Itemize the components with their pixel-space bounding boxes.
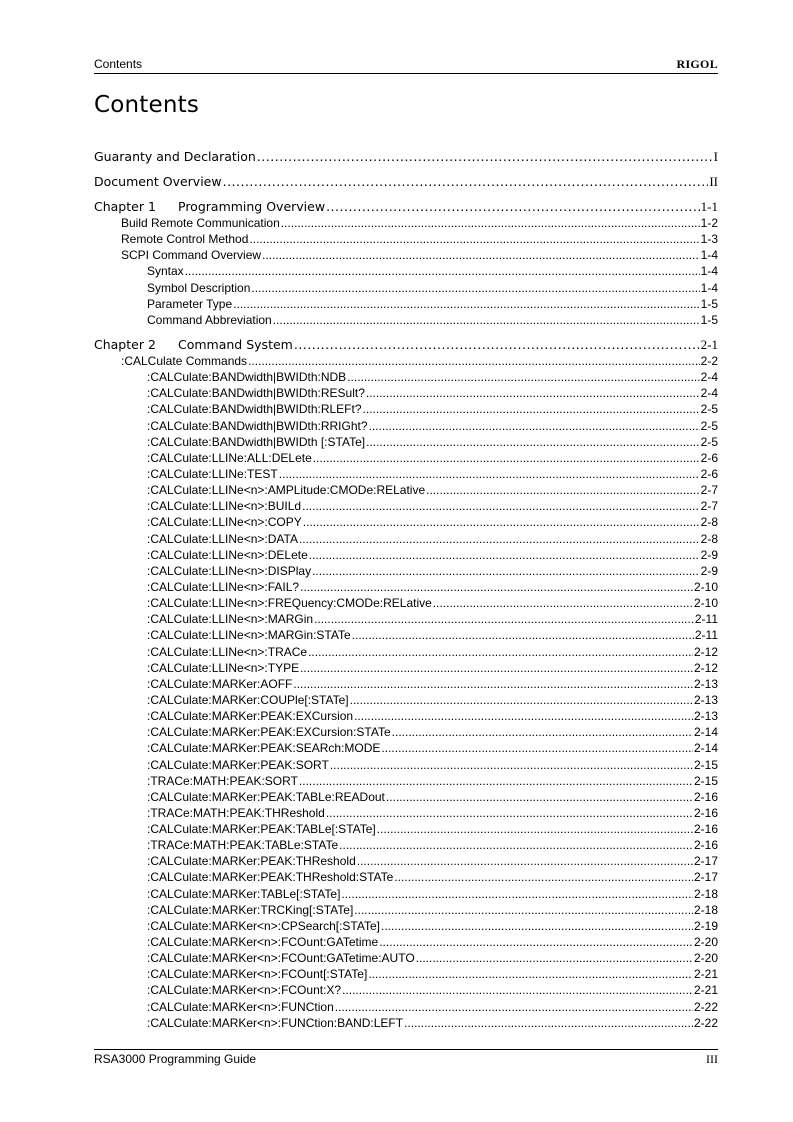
toc-dot-leader [302, 498, 700, 514]
toc-entry-label [147, 498, 301, 514]
toc-entry[interactable] [94, 837, 718, 853]
toc-dot-leader [185, 263, 700, 279]
toc-entry-title: :CALCulate:BANDwidth|BWIDth:RLEFt? [147, 402, 362, 417]
toc-entry-title: Symbol Description [147, 280, 251, 295]
toc-dot-leader [433, 595, 693, 611]
toc-dot-leader [251, 280, 699, 296]
toc-page-number: 2-11 [694, 628, 718, 643]
toc-page-number: 2-13 [693, 709, 718, 724]
toc-entry-label [147, 740, 380, 756]
toc-page-number: 2-8 [700, 531, 718, 546]
toc-entry[interactable] [94, 434, 718, 450]
brand-logo: RIGOL [676, 57, 718, 71]
toc-entry-title: :CALCulate:MARKer:PEAK:THReshold [147, 854, 356, 869]
toc-entry-title: :TRACe:MATH:PEAK:THReshold [147, 805, 325, 820]
toc-dot-leader [392, 724, 693, 740]
toc-dot-leader [369, 418, 700, 434]
toc-entry-title: :CALCulate:LLINe<n>:MARGin:STATe [147, 628, 351, 643]
toc-entry-label [147, 263, 184, 279]
table-of-contents [94, 140, 718, 1031]
toc-page-number: 2-13 [693, 676, 718, 691]
toc-page-number: 2-14 [693, 725, 718, 740]
toc-dot-leader [366, 385, 700, 401]
toc-entry-title: :CALCulate:LLINe<n>:DELete [147, 547, 308, 562]
toc-entry-label [121, 215, 280, 231]
toc-entry-title: :CALCulate:MARKer:PEAK:SORT [147, 757, 329, 772]
toc-entry-title: :CALCulate:LLINe:ALL:DELete [147, 450, 312, 465]
toc-entry-title: :CALCulate:MARKer:AOFF [147, 676, 293, 691]
toc-entry-title: Guaranty and Declaration [94, 149, 256, 164]
header-section-title: Contents [94, 57, 143, 71]
toc-entry[interactable] [94, 369, 718, 385]
toc-entry-label [147, 280, 250, 296]
toc-entry[interactable] [94, 676, 718, 692]
toc-page-number: 2-1 [700, 336, 718, 352]
toc-dot-leader [366, 434, 700, 450]
toc-page-number: 1-5 [700, 312, 718, 327]
toc-entry[interactable] [94, 563, 718, 579]
toc-entry-label [147, 547, 308, 563]
toc-entry-label [147, 966, 367, 982]
toc-entry-label [147, 434, 365, 450]
toc-entry-label [147, 531, 298, 547]
toc-entry-label [147, 644, 307, 660]
toc-page-number: 2-7 [700, 499, 718, 514]
toc-page-number: 2-9 [700, 547, 718, 562]
toc-entry-label [147, 482, 425, 498]
toc-entry[interactable] [94, 215, 718, 231]
toc-entry[interactable] [94, 740, 718, 756]
toc-page-number: 2-10 [693, 596, 718, 611]
toc-page-number: 2-14 [693, 741, 718, 756]
toc-entry-label [147, 982, 341, 998]
toc-entry-label [147, 918, 380, 934]
toc-page-number: II [709, 174, 718, 189]
page-title: Contents [94, 92, 200, 118]
toc-entry-title: :CALCulate:MARKer:PEAK:TABLe:READout [147, 789, 385, 804]
toc-dot-leader [404, 1015, 693, 1031]
toc-entry-label [147, 886, 340, 902]
toc-page-number: 1-3 [700, 232, 718, 247]
toc-dot-leader [386, 789, 693, 805]
toc-page-number: 2-20 [693, 951, 718, 966]
toc-entry[interactable] [94, 999, 718, 1015]
footer-divider [94, 1049, 718, 1050]
toc-entry-label [147, 789, 385, 805]
toc-entry[interactable] [94, 902, 718, 918]
toc-dot-leader [257, 148, 713, 165]
toc-dot-leader [416, 950, 693, 966]
toc-dot-leader [330, 757, 693, 773]
page-header [94, 57, 718, 73]
toc-dot-leader [381, 740, 693, 756]
toc-page-number: 2-21 [693, 967, 718, 982]
toc-entry[interactable] [94, 173, 718, 190]
toc-chapter-number: Chapter 2 [94, 336, 156, 352]
toc-entry[interactable] [94, 805, 718, 821]
toc-dot-leader [394, 869, 693, 885]
toc-entry-label [147, 450, 312, 466]
toc-dot-leader [368, 966, 693, 982]
toc-entry[interactable] [94, 869, 718, 885]
page-number: III [706, 1052, 718, 1066]
toc-entry-title: :CALCulate:MARKer<n>:CPSearch[:STATe] [147, 918, 380, 933]
toc-entry-title: :CALCulate:LLINe<n>:FAIL? [147, 579, 300, 594]
toc-entry-title: :CALCulate:MARKer<n>:FCOunt:GATetime [147, 935, 379, 950]
toc-entry-label [94, 198, 325, 215]
toc-page-number: 2-12 [693, 660, 718, 675]
toc-entry-title: Parameter Type [147, 296, 233, 311]
toc-entry[interactable] [94, 595, 718, 611]
toc-entry-title: :CALCulate:LLINe<n>:FREQuency:CMODe:RELative [147, 596, 432, 611]
toc-entry-title: :CALCulate Commands [121, 353, 248, 368]
toc-dot-leader [314, 611, 694, 627]
toc-dot-leader [326, 805, 693, 821]
toc-entry[interactable] [94, 466, 718, 482]
toc-entry[interactable] [94, 692, 718, 708]
toc-entry-title: :CALCulate:LLINe<n>:COPY [147, 515, 302, 530]
toc-entry-title: :CALCulate:MARKer<n>:FCOunt:X? [147, 983, 342, 998]
toc-page-number: 2-18 [693, 886, 718, 901]
toc-entry[interactable] [94, 547, 718, 563]
toc-page-number: 2-11 [694, 612, 718, 627]
toc-dot-leader [335, 999, 693, 1015]
toc-dot-leader [326, 198, 700, 215]
toc-page-number: 1-5 [700, 296, 718, 311]
toc-entry-title: Programming Overview [178, 199, 326, 214]
toc-page-number: 2-16 [693, 822, 718, 837]
toc-dot-leader [341, 886, 693, 902]
toc-dot-leader [352, 627, 694, 643]
toc-dot-leader [303, 514, 700, 530]
toc-entry-title: :CALCulate:LLINe<n>:AMPLitude:CMODe:RELative [147, 483, 426, 498]
toc-chapter-number: Chapter 1 [94, 199, 156, 214]
toc-entry-title: :CALCulate:MARKer:PEAK:THReshold:STATe [147, 870, 394, 885]
toc-page-number: 1-4 [700, 264, 718, 279]
toc-entry-label [121, 231, 248, 247]
footer-document-title: RSA3000 Programming Guide [94, 1052, 257, 1066]
toc-entry-label [147, 676, 292, 692]
toc-entry[interactable] [94, 296, 718, 312]
toc-entry-title: :CALCulate:MARKer<n>:FUNCtion [147, 999, 334, 1014]
toc-entry-title: :CALCulate:BANDwidth|BWIDth:NDB [147, 370, 347, 385]
toc-entry-title: :CALCulate:MARKer<n>:FCOunt[:STATe] [147, 967, 368, 982]
toc-entry[interactable] [94, 385, 718, 401]
toc-entry[interactable] [94, 148, 718, 165]
toc-dot-leader [381, 918, 693, 934]
toc-dot-leader [233, 296, 700, 312]
toc-entry-label [121, 353, 247, 369]
toc-entry-title: :CALCulate:BANDwidth|BWIDth:RRIGht? [147, 418, 368, 433]
toc-entry-title: :CALCulate:MARKer:PEAK:EXCursion:STATe [147, 725, 391, 740]
toc-page-number: 1-4 [700, 280, 718, 295]
toc-entry-title: Command Abbreviation [147, 312, 272, 327]
toc-dot-leader [279, 466, 700, 482]
toc-page-number: 2-13 [693, 692, 718, 707]
toc-entry[interactable] [94, 821, 718, 837]
toc-entry[interactable] [94, 353, 718, 369]
toc-page-number: 2-16 [693, 789, 718, 804]
toc-entry[interactable] [94, 982, 718, 998]
toc-entry-label [147, 385, 365, 401]
toc-entry-label [147, 296, 232, 312]
toc-dot-leader [379, 934, 693, 950]
toc-dot-leader [426, 482, 700, 498]
toc-entry[interactable] [94, 514, 718, 530]
toc-dot-leader [312, 563, 700, 579]
toc-entry-label [147, 934, 378, 950]
toc-entry[interactable] [94, 611, 718, 627]
toc-page-number: 2-22 [693, 1015, 718, 1030]
toc-entry-label [147, 837, 338, 853]
toc-entry-title: :CALCulate:LLINe:TEST [147, 466, 278, 481]
toc-entry-title: :CALCulate:LLINe<n>:DISPlay [147, 563, 312, 578]
toc-dot-leader [249, 231, 699, 247]
toc-entry[interactable] [94, 198, 718, 215]
toc-entry-title: :CALCulate:MARKer:PEAK:SEARch:MODE [147, 741, 381, 756]
toc-entry-title: Syntax [147, 264, 184, 279]
toc-entry-label [147, 708, 353, 724]
toc-entry[interactable] [94, 1015, 718, 1031]
toc-entry-label [94, 148, 256, 165]
toc-entry-label [147, 369, 346, 385]
toc-entry[interactable] [94, 934, 718, 950]
toc-dot-leader [350, 692, 693, 708]
toc-dot-leader [300, 660, 693, 676]
toc-dot-leader [294, 336, 700, 353]
toc-page-number: 2-22 [693, 999, 718, 1014]
toc-dot-leader [248, 353, 700, 369]
toc-page-number: 2-18 [693, 902, 718, 917]
toc-page-number: 2-21 [693, 983, 718, 998]
toc-entry[interactable] [94, 312, 718, 328]
toc-page-number: 2-4 [700, 386, 718, 401]
toc-entry-title: Build Remote Communication [121, 216, 280, 230]
toc-entry[interactable] [94, 950, 718, 966]
toc-entry-label [147, 579, 299, 595]
toc-dot-leader [262, 247, 700, 263]
toc-entry-label [147, 950, 415, 966]
toc-entry-title: :TRACe:MATH:PEAK:TABLe:STATe [147, 838, 339, 853]
toc-entry[interactable] [94, 644, 718, 660]
toc-entry-title: :CALCulate:MARKer:COUPle[:STATe] [147, 692, 349, 707]
toc-page-number: 2-8 [700, 515, 718, 530]
toc-entry-title: :CALCulate:LLINe<n>:MARGin [147, 612, 314, 627]
toc-entry-title: :CALCulate:MARKer:TABLe[:STATe] [147, 886, 341, 901]
toc-entry-label [147, 853, 356, 869]
toc-page-number: 2-7 [700, 483, 718, 498]
toc-page-number: 1-4 [700, 248, 718, 263]
toc-dot-leader [308, 644, 693, 660]
toc-dot-leader [377, 821, 693, 837]
toc-entry[interactable] [94, 231, 718, 247]
toc-dot-leader [339, 837, 693, 853]
toc-dot-leader [223, 173, 709, 190]
toc-page-number: 2-19 [693, 918, 718, 933]
toc-entry-title: Remote Control Method [121, 232, 249, 247]
toc-entry-title: :CALCulate:LLINe<n>:BUILd [147, 499, 302, 514]
header-divider [94, 73, 718, 74]
toc-entry-title: :CALCulate:BANDwidth|BWIDth [:STATe] [147, 434, 366, 449]
toc-entry[interactable] [94, 263, 718, 279]
toc-page-number: 2-6 [700, 450, 718, 465]
toc-entry-title: :CALCulate:MARKer:PEAK:EXCursion [147, 709, 354, 724]
toc-dot-leader [313, 450, 700, 466]
toc-entry-label [147, 418, 368, 434]
toc-dot-leader [354, 708, 693, 724]
toc-entry-label [147, 627, 351, 643]
toc-entry-label [147, 773, 298, 789]
toc-page-number: 2-10 [693, 579, 718, 594]
toc-entry-label [147, 563, 311, 579]
toc-entry[interactable] [94, 886, 718, 902]
toc-page-number: 2-16 [693, 805, 718, 820]
toc-entry-title: :CALCulate:LLINe<n>:TRACe [147, 644, 308, 659]
toc-entry-title: :CALCulate:LLINe<n>:TYPE [147, 660, 300, 675]
toc-page-number: 2-5 [700, 402, 718, 417]
toc-dot-leader [299, 773, 693, 789]
toc-entry-title: :CALCulate:MARKer<n>:FCOunt:GATetime:AUTO [147, 951, 415, 966]
toc-dot-leader [354, 902, 693, 918]
toc-entry-title: :CALCulate:BANDwidth|BWIDth:RESult? [147, 386, 365, 401]
toc-entry[interactable] [94, 247, 718, 263]
toc-entry-title: Document Overview [94, 174, 222, 189]
toc-entry[interactable] [94, 853, 718, 869]
toc-page-number: 2-12 [693, 644, 718, 659]
toc-entry[interactable] [94, 660, 718, 676]
toc-dot-leader [363, 401, 700, 417]
toc-page-number: 2-9 [700, 563, 718, 578]
toc-dot-leader [281, 215, 700, 231]
toc-entry-label [147, 902, 353, 918]
toc-page-number: 2-6 [700, 466, 718, 481]
toc-entry[interactable] [94, 336, 718, 353]
toc-page-number: 2-17 [693, 870, 718, 885]
toc-page-number: 1-1 [700, 199, 718, 214]
toc-entry-label [94, 336, 293, 353]
toc-entry-label [147, 401, 362, 417]
toc-page-number: 2-4 [700, 370, 718, 385]
toc-page-number: 2-5 [700, 434, 718, 449]
toc-page-number: I [713, 149, 718, 164]
toc-dot-leader [347, 369, 699, 385]
toc-entry-label [147, 999, 334, 1015]
toc-entry-title: :CALCulate:MARKer:PEAK:TABLe[:STATe] [147, 822, 376, 837]
toc-entry[interactable] [94, 280, 718, 296]
toc-entry[interactable] [94, 401, 718, 417]
toc-entry-label [147, 821, 376, 837]
toc-page-number: 2-15 [693, 773, 718, 788]
page-footer [94, 1052, 718, 1068]
toc-entry-label [147, 692, 349, 708]
toc-dot-leader [342, 982, 693, 998]
toc-entry-title: :CALCulate:MARKer:TRCKing[:STATe] [147, 902, 354, 917]
toc-entry[interactable] [94, 498, 718, 514]
toc-dot-leader [299, 531, 700, 547]
toc-entry[interactable] [94, 966, 718, 982]
toc-entry-label [147, 660, 299, 676]
toc-entry[interactable] [94, 757, 718, 773]
toc-page-number: 2-5 [700, 418, 718, 433]
toc-entry[interactable] [94, 789, 718, 805]
toc-entry-label [147, 514, 302, 530]
toc-entry-label [147, 312, 272, 328]
toc-entry-label [147, 466, 278, 482]
toc-entry[interactable] [94, 450, 718, 466]
toc-page-number: 2-17 [693, 854, 718, 869]
toc-page-number: 2-20 [693, 935, 718, 950]
toc-dot-leader [273, 312, 700, 328]
toc-entry-label [147, 757, 329, 773]
toc-page-number: 2-2 [700, 353, 718, 368]
toc-entry-label [147, 869, 393, 885]
toc-entry[interactable] [94, 579, 718, 595]
toc-entry[interactable] [94, 418, 718, 434]
toc-entry[interactable] [94, 708, 718, 724]
toc-entry-label [147, 724, 391, 740]
toc-entry-label [147, 611, 313, 627]
toc-entry[interactable] [94, 724, 718, 740]
toc-dot-leader [293, 676, 693, 692]
toc-entry[interactable] [94, 918, 718, 934]
toc-page-number: 1-2 [700, 216, 718, 230]
toc-page-number: 2-16 [693, 838, 718, 853]
toc-dot-leader [309, 547, 700, 563]
toc-entry-title: :TRACe:MATH:PEAK:SORT [147, 773, 298, 788]
toc-dot-leader [300, 579, 693, 595]
toc-entry[interactable] [94, 627, 718, 643]
toc-page-number: 2-15 [693, 757, 718, 772]
toc-entry-title: SCPI Command Overview [121, 248, 262, 263]
toc-entry-label [94, 173, 222, 190]
toc-entry[interactable] [94, 531, 718, 547]
toc-entry-label [121, 247, 261, 263]
toc-entry-label [147, 1015, 403, 1031]
toc-entry[interactable] [94, 482, 718, 498]
toc-entry-title: :CALCulate:MARKer<n>:FUNCtion:BAND:LEFT [147, 1015, 404, 1030]
toc-entry-label [147, 595, 432, 611]
toc-entry-title: :CALCulate:LLINe<n>:DATA [147, 531, 298, 546]
toc-entry[interactable] [94, 773, 718, 789]
toc-dot-leader [357, 853, 693, 869]
toc-entry-title: Command System [178, 336, 293, 352]
toc-entry-label [147, 805, 325, 821]
